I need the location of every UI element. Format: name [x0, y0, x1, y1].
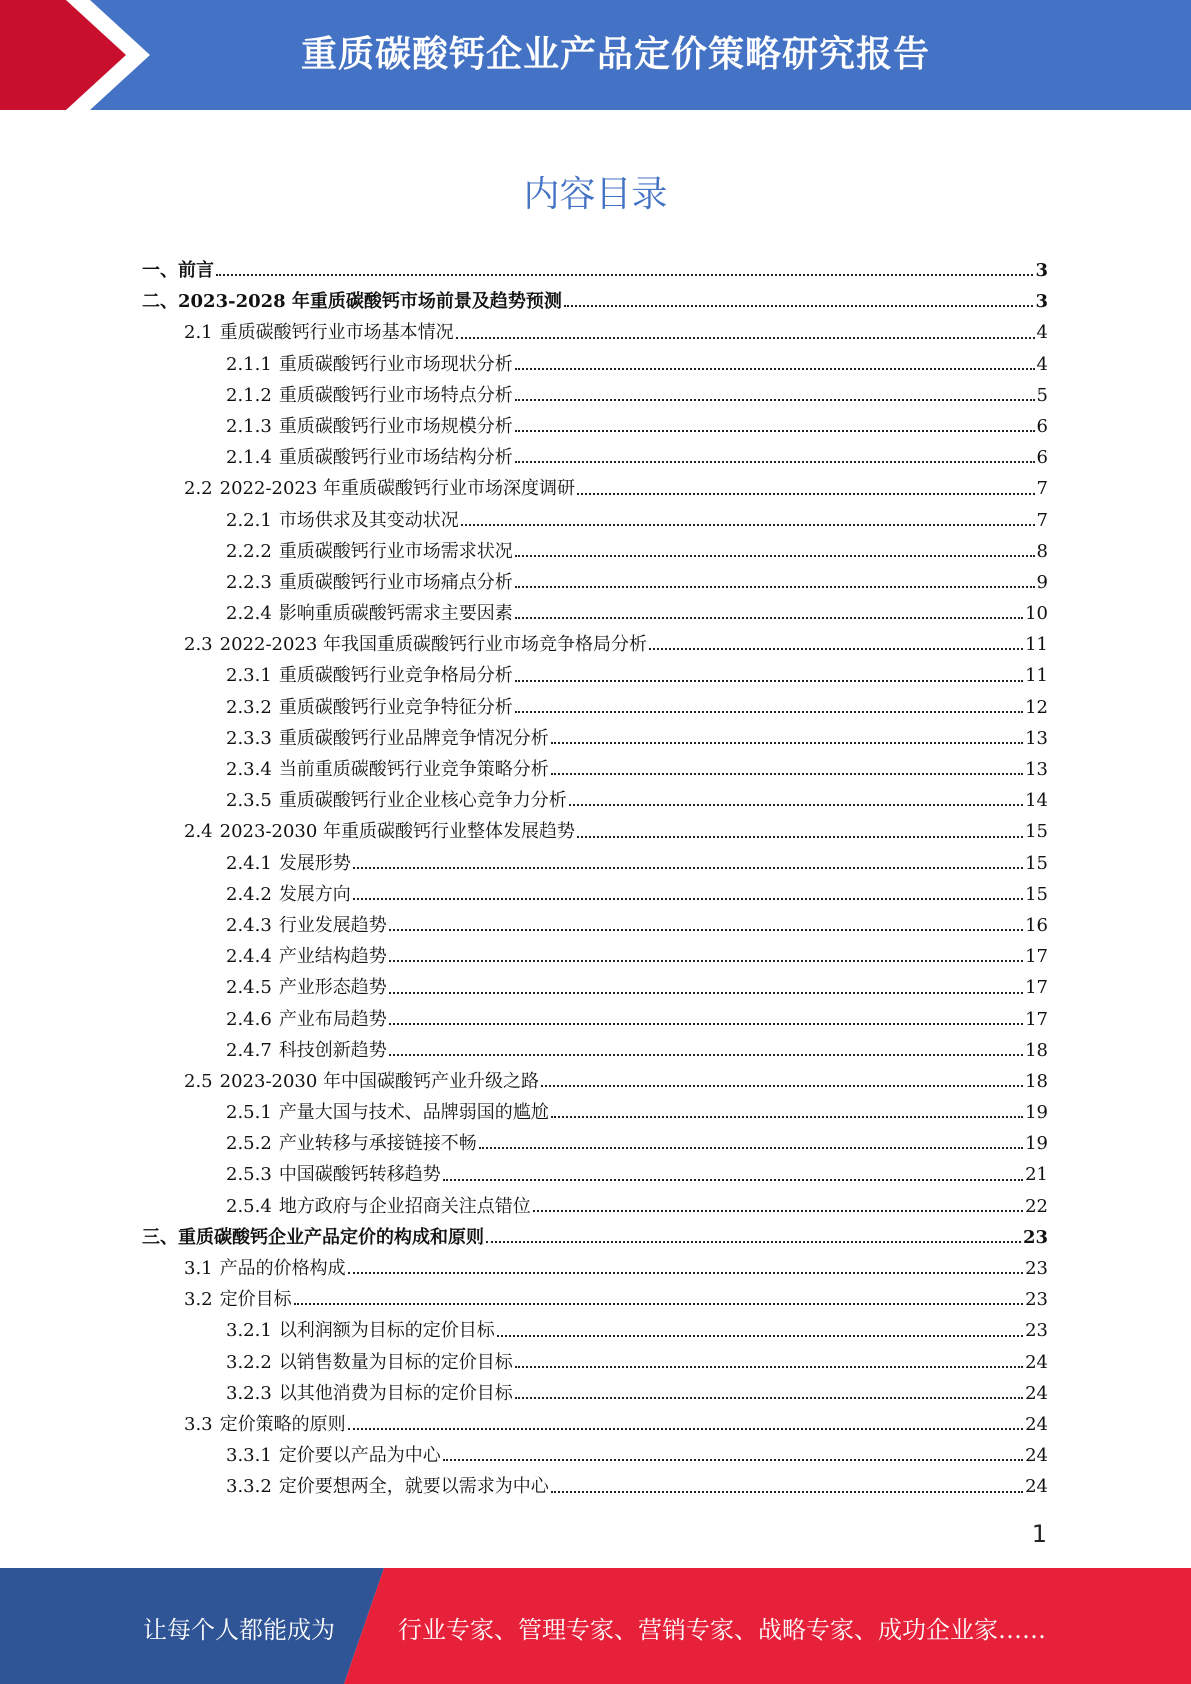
toc-entry[interactable] — [142, 1315, 1048, 1346]
toc-entry[interactable] — [142, 1159, 1048, 1190]
toc-entry[interactable] — [142, 692, 1048, 723]
toc-entry-text — [226, 848, 351, 879]
toc-entry[interactable] — [142, 1378, 1048, 1409]
toc-entry-page: 7 — [1036, 509, 1048, 531]
toc-entry-number: 2.5.4 — [226, 1195, 272, 1217]
toc-dot-leader — [515, 461, 1035, 463]
toc-dot-leader — [348, 1272, 1023, 1274]
toc-entry[interactable] — [142, 910, 1048, 941]
toc-entry-text — [184, 1409, 346, 1440]
toc-entry-label: 重质碳酸钙行业市场规模分析 — [278, 415, 513, 437]
toc-dot-leader — [515, 430, 1035, 432]
toc-entry-page: 23 — [1025, 1320, 1048, 1342]
toc-dot-leader — [515, 617, 1023, 619]
toc-entry-number: 2.2.3 — [226, 571, 272, 593]
toc-entry[interactable] — [142, 1471, 1048, 1502]
toc-dot-leader — [515, 586, 1035, 588]
toc-title: 内容目录 — [523, 174, 668, 215]
toc-entry-text — [226, 879, 351, 910]
toc-entry-label: 定价策略的原则 — [219, 1413, 346, 1435]
toc-entry-label: 重质碳酸钙行业品牌竞争情况分析 — [278, 727, 549, 749]
toc-dot-leader — [479, 1147, 1023, 1149]
toc-dot-leader — [389, 929, 1023, 931]
toc-entry-text — [226, 411, 513, 442]
toc-entry-page: 3 — [1035, 260, 1048, 281]
toc-dot-leader — [389, 960, 1023, 962]
toc-dot-leader — [515, 680, 1023, 682]
toc-entry-label: 产品的价格构成 — [219, 1258, 346, 1279]
toc-entry-number: 三、 — [142, 1226, 178, 1248]
toc-entry-label: 影响重质碳酸钙需求主要因素 — [278, 603, 513, 625]
toc-entry-text — [142, 1222, 484, 1253]
toc-dot-leader — [443, 1459, 1023, 1461]
toc-entry-label: 2023-2030 年重质碳酸钙行业整体发展趋势 — [219, 821, 576, 843]
toc-entry-label: 2022-2023 年重质碳酸钙行业市场深度调研 — [219, 478, 576, 500]
toc-entry-label: 重质碳酸钙行业企业核心竞争力分析 — [278, 790, 567, 812]
toc-dot-leader — [515, 555, 1035, 557]
toc-entry-number: 2.5.3 — [226, 1164, 272, 1186]
toc-entry-page: 22 — [1025, 1195, 1048, 1217]
toc-entry-page: 12 — [1025, 696, 1048, 718]
toc-entry-label: 产量大国与技术、品牌弱国的尴尬 — [278, 1102, 549, 1124]
toc-dot-leader — [551, 773, 1023, 775]
toc-entry-text — [226, 1440, 441, 1471]
toc-entry[interactable] — [142, 255, 1048, 286]
toc-entry[interactable] — [142, 1222, 1048, 1253]
toc-entry-text — [226, 380, 513, 411]
toc-entry-label: 重质碳酸钙行业市场需求状况 — [278, 540, 513, 562]
toc-entry[interactable] — [142, 1128, 1048, 1159]
toc-entry-text — [226, 1159, 441, 1190]
toc-entry-label: 行业发展趋势 — [278, 914, 387, 936]
toc-entry-number: 2.4.3 — [226, 914, 272, 936]
table-of-contents — [142, 255, 1048, 1503]
toc-entry-text — [226, 1097, 549, 1128]
toc-entry-text — [184, 317, 454, 348]
toc-entry[interactable] — [142, 972, 1048, 1003]
toc-entry-number: 2.1.4 — [226, 447, 272, 469]
toc-entry-page: 23 — [1022, 1226, 1048, 1248]
toc-entry-number: 2.4.4 — [226, 946, 272, 968]
toc-entry-text — [142, 286, 562, 317]
toc-entry-number: 一、 — [142, 260, 178, 281]
toc-entry-number: 2.5.2 — [226, 1133, 272, 1155]
toc-entry-text — [142, 255, 214, 286]
toc-entry-label: 2023-2028 年重质碳酸钙市场前景及趋势预测 — [178, 291, 562, 313]
toc-dot-leader — [577, 493, 1034, 495]
toc-dot-leader — [486, 1241, 1021, 1243]
toc-entry-number: 2.4.2 — [226, 883, 272, 905]
toc-dot-leader — [443, 1179, 1023, 1181]
header-title-text: 重质碳酸钙企业产品定价策略研究报告 — [300, 34, 930, 75]
toc-entry-text — [226, 660, 513, 691]
toc-entry[interactable] — [142, 723, 1048, 754]
toc-entry-label: 重质碳酸钙行业市场特点分析 — [278, 384, 513, 406]
toc-entry-label: 重质碳酸钙企业产品定价的构成和原则 — [178, 1226, 484, 1248]
toc-dot-leader — [551, 1116, 1023, 1118]
toc-entry-label: 重质碳酸钙行业市场基本情况 — [219, 322, 454, 344]
toc-entry-number: 2.4.1 — [226, 852, 272, 874]
toc-entry-label: 发展形势 — [278, 852, 351, 874]
toc-dot-leader — [348, 1428, 1023, 1430]
toc-entry-text — [184, 1284, 292, 1315]
toc-entry[interactable] — [142, 411, 1048, 442]
toc-dot-leader — [515, 1366, 1023, 1368]
toc-entry-label: 以销售数量为目标的定价目标 — [278, 1351, 513, 1373]
toc-entry-page: 17 — [1025, 1008, 1048, 1030]
toc-entry[interactable] — [142, 567, 1048, 598]
toc-entry-number: 3.3.2 — [226, 1476, 272, 1498]
toc-entry[interactable] — [142, 816, 1048, 847]
toc-entry[interactable] — [142, 785, 1048, 816]
toc-entry-text — [184, 816, 575, 847]
toc-dot-leader — [389, 1054, 1023, 1056]
toc-entry-text — [226, 785, 567, 816]
toc-entry-label: 产业结构趋势 — [278, 946, 387, 968]
toc-entry-number: 2.2.1 — [226, 509, 272, 531]
toc-entry-number: 2.3.2 — [226, 696, 272, 718]
toc-entry-text — [226, 941, 387, 972]
toc-entry-number: 2.3.3 — [226, 727, 272, 749]
toc-entry-label: 当前重质碳酸钙行业竞争策略分析 — [278, 759, 549, 780]
toc-dot-leader — [551, 742, 1023, 744]
toc-entry-label: 产业布局趋势 — [278, 1008, 387, 1030]
toc-entry-text — [184, 1066, 539, 1097]
toc-entry-label: 产业形态趋势 — [278, 977, 387, 999]
toc-dot-leader — [649, 648, 1023, 650]
toc-entry-number: 3.3.1 — [226, 1445, 272, 1467]
toc-entry-label: 2023-2030 年中国碳酸钙产业升级之路 — [219, 1070, 540, 1092]
toc-dot-leader — [533, 1210, 1023, 1212]
toc-entry-page: 24 — [1025, 1476, 1048, 1498]
toc-entry[interactable] — [142, 536, 1048, 567]
footer-banner — [0, 1568, 1191, 1684]
toc-entry-page: 15 — [1025, 821, 1048, 843]
toc-entry-page: 16 — [1025, 914, 1048, 936]
toc-entry-page: 17 — [1025, 946, 1048, 968]
toc-dot-leader — [353, 867, 1023, 869]
toc-entry[interactable] — [142, 848, 1048, 879]
toc-entry[interactable] — [142, 1191, 1048, 1222]
toc-dot-leader — [569, 804, 1023, 806]
toc-entry-label: 重质碳酸钙行业市场结构分析 — [278, 447, 513, 469]
toc-entry-number: 2.4 — [184, 821, 213, 843]
toc-entry-number: 3.2.1 — [226, 1320, 272, 1342]
toc-entry-number: 2.5.1 — [226, 1102, 272, 1124]
toc-entry-page: 18 — [1025, 1070, 1048, 1092]
toc-entry-page: 11 — [1025, 665, 1048, 687]
toc-entry-label: 发展方向 — [278, 883, 351, 905]
toc-entry-page: 9 — [1036, 571, 1048, 593]
toc-entry-label: 定价要想两全，就要以需求为中心 — [278, 1476, 549, 1498]
toc-entry-page: 10 — [1025, 603, 1048, 625]
toc-entry[interactable] — [142, 473, 1048, 504]
toc-entry-label: 重质碳酸钙行业市场痛点分析 — [278, 571, 513, 593]
toc-entry-text — [226, 1347, 513, 1378]
toc-entry[interactable] — [142, 442, 1048, 473]
toc-entry-number: 2.2.4 — [226, 603, 272, 625]
toc-entry-number: 3.3 — [184, 1413, 213, 1435]
toc-entry-text — [226, 1378, 513, 1409]
toc-entry-text — [184, 1253, 346, 1284]
toc-entry-page: 13 — [1025, 727, 1048, 749]
toc-entry-page: 4 — [1036, 322, 1048, 344]
toc-entry[interactable] — [142, 1253, 1048, 1284]
toc-entry-text — [226, 723, 549, 754]
toc-entry[interactable] — [142, 1066, 1048, 1097]
footer-slogan-right: 行业专家、管理专家、营销专家、战略专家、成功企业家…… — [398, 1616, 1046, 1644]
toc-entry[interactable] — [142, 1440, 1048, 1471]
toc-entry-text — [226, 598, 513, 629]
toc-entry-label: 重质碳酸钙行业竞争特征分析 — [278, 696, 513, 718]
toc-entry-number: 2.3.5 — [226, 790, 272, 812]
toc-entry-label: 定价要以产品为中心 — [278, 1445, 441, 1467]
toc-entry-text — [226, 910, 387, 941]
toc-dot-leader — [541, 1085, 1023, 1087]
toc-entry-label: 定价目标 — [219, 1289, 292, 1311]
toc-entry-number: 2.2 — [184, 478, 213, 500]
toc-entry-page: 18 — [1025, 1039, 1048, 1061]
toc-dot-leader — [389, 992, 1023, 994]
toc-entry[interactable] — [142, 505, 1048, 536]
footer-slogan-left: 让每个人都能成为 — [143, 1616, 335, 1644]
toc-dot-leader — [551, 1491, 1023, 1493]
toc-entry-page: 15 — [1025, 883, 1048, 905]
toc-entry[interactable] — [142, 754, 1048, 785]
toc-entry[interactable] — [142, 317, 1048, 348]
toc-entry-label: 2022-2023 年我国重质碳酸钙行业市场竞争格局分析 — [219, 634, 648, 656]
header-banner — [0, 0, 1191, 110]
toc-dot-leader — [353, 898, 1023, 900]
toc-dot-leader — [515, 1397, 1023, 1399]
toc-entry-page: 7 — [1036, 478, 1048, 500]
toc-dot-leader — [294, 1303, 1023, 1305]
toc-entry-number: 二、 — [142, 291, 178, 313]
toc-dot-leader — [497, 1335, 1023, 1337]
toc-entry[interactable] — [142, 879, 1048, 910]
toc-entry-number: 2.4.5 — [226, 977, 272, 999]
toc-entry-number: 3.2.2 — [226, 1351, 272, 1373]
toc-entry[interactable] — [142, 1347, 1048, 1378]
toc-entry-number: 2.5 — [184, 1070, 213, 1092]
toc-entry-page: 19 — [1025, 1133, 1048, 1155]
toc-entry-page: 6 — [1036, 415, 1048, 437]
toc-entry-page: 23 — [1025, 1258, 1048, 1279]
toc-entry-number: 3.1 — [184, 1258, 213, 1279]
toc-entry-text — [226, 1471, 549, 1502]
toc-entry-page: 21 — [1025, 1164, 1048, 1186]
toc-entry-page: 24 — [1025, 1413, 1048, 1435]
toc-dot-leader — [456, 337, 1035, 339]
toc-dot-leader — [515, 368, 1035, 370]
toc-entry-page: 4 — [1036, 353, 1048, 375]
toc-entry-label: 重质碳酸钙行业市场现状分析 — [278, 353, 513, 375]
toc-entry[interactable] — [142, 286, 1048, 317]
toc-entry[interactable] — [142, 380, 1048, 411]
toc-entry-text — [226, 567, 513, 598]
toc-entry-text — [226, 1315, 495, 1346]
toc-entry-number: 2.4.7 — [226, 1039, 272, 1061]
toc-entry-page: 15 — [1025, 852, 1048, 874]
toc-dot-leader — [515, 399, 1035, 401]
toc-entry-number: 2.1.2 — [226, 384, 272, 406]
toc-dot-leader — [577, 836, 1023, 838]
toc-entry-number: 3.2 — [184, 1289, 213, 1311]
toc-dot-leader — [515, 711, 1023, 713]
toc-dot-leader — [389, 1023, 1023, 1025]
toc-entry-label: 产业转移与承接链接不畅 — [278, 1133, 477, 1155]
toc-entry-number: 2.3 — [184, 634, 213, 656]
toc-entry-label: 中国碳酸钙转移趋势 — [278, 1164, 441, 1186]
toc-entry-text — [184, 473, 575, 504]
toc-entry[interactable] — [142, 349, 1048, 380]
toc-entry-number: 2.1 — [184, 322, 213, 344]
toc-entry-number: 2.3.4 — [226, 759, 272, 780]
toc-entry[interactable] — [142, 1409, 1048, 1440]
toc-entry-text — [226, 536, 513, 567]
toc-entry-number: 2.2.2 — [226, 540, 272, 562]
header-title — [160, 26, 1191, 77]
toc-entry-number: 2.3.1 — [226, 665, 272, 687]
toc-entry-page: 24 — [1025, 1351, 1048, 1373]
toc-entry-page: 24 — [1025, 1382, 1048, 1404]
toc-entry-page: 11 — [1025, 634, 1048, 656]
page-number: 1 — [1031, 1520, 1047, 1548]
toc-dot-leader — [564, 305, 1034, 307]
toc-entry-text — [226, 1004, 387, 1035]
toc-entry-label: 科技创新趋势 — [278, 1039, 387, 1061]
toc-dot-leader — [216, 274, 1033, 276]
toc-entry[interactable] — [142, 629, 1048, 660]
toc-entry-text — [226, 442, 513, 473]
toc-entry[interactable] — [142, 1097, 1048, 1128]
toc-entry[interactable] — [142, 1035, 1048, 1066]
toc-entry-number: 2.1.1 — [226, 353, 272, 375]
toc-entry-label: 重质碳酸钙行业竞争格局分析 — [278, 665, 513, 687]
toc-entry-page: 13 — [1025, 759, 1048, 780]
toc-entry-page: 6 — [1036, 447, 1048, 469]
toc-entry-number: 2.1.3 — [226, 415, 272, 437]
toc-entry-label: 前言 — [178, 260, 214, 281]
toc-entry-text — [226, 692, 513, 723]
toc-entry-text — [226, 1035, 387, 1066]
toc-entry-text — [184, 629, 647, 660]
toc-entry-label: 以利润额为目标的定价目标 — [278, 1320, 495, 1342]
toc-entry-text — [226, 1128, 477, 1159]
toc-entry-page: 19 — [1025, 1102, 1048, 1124]
toc-entry-text — [226, 1191, 531, 1222]
toc-entry-page: 14 — [1025, 790, 1048, 812]
toc-entry-text — [226, 754, 549, 785]
toc-entry-page: 5 — [1036, 384, 1048, 406]
toc-entry-text — [226, 505, 459, 536]
toc-entry-label: 以其他消费为目标的定价目标 — [278, 1382, 513, 1404]
toc-entry[interactable] — [142, 941, 1048, 972]
toc-entry-page: 17 — [1025, 977, 1048, 999]
toc-entry-number: 3.2.3 — [226, 1382, 272, 1404]
toc-entry[interactable] — [142, 1284, 1048, 1315]
toc-entry-page: 8 — [1036, 540, 1048, 562]
toc-dot-leader — [461, 524, 1035, 526]
toc-entry[interactable] — [142, 598, 1048, 629]
toc-entry-text — [226, 972, 387, 1003]
toc-entry-page: 3 — [1035, 291, 1048, 313]
toc-entry-page: 23 — [1025, 1289, 1048, 1311]
toc-entry-page: 24 — [1025, 1445, 1048, 1467]
toc-entry[interactable] — [142, 660, 1048, 691]
toc-entry-label: 地方政府与企业招商关注点错位 — [278, 1195, 531, 1217]
toc-entry[interactable] — [142, 1004, 1048, 1035]
toc-entry-number: 2.4.6 — [226, 1008, 272, 1030]
toc-entry-label: 市场供求及其变动状况 — [278, 509, 459, 531]
toc-entry-text — [226, 349, 513, 380]
